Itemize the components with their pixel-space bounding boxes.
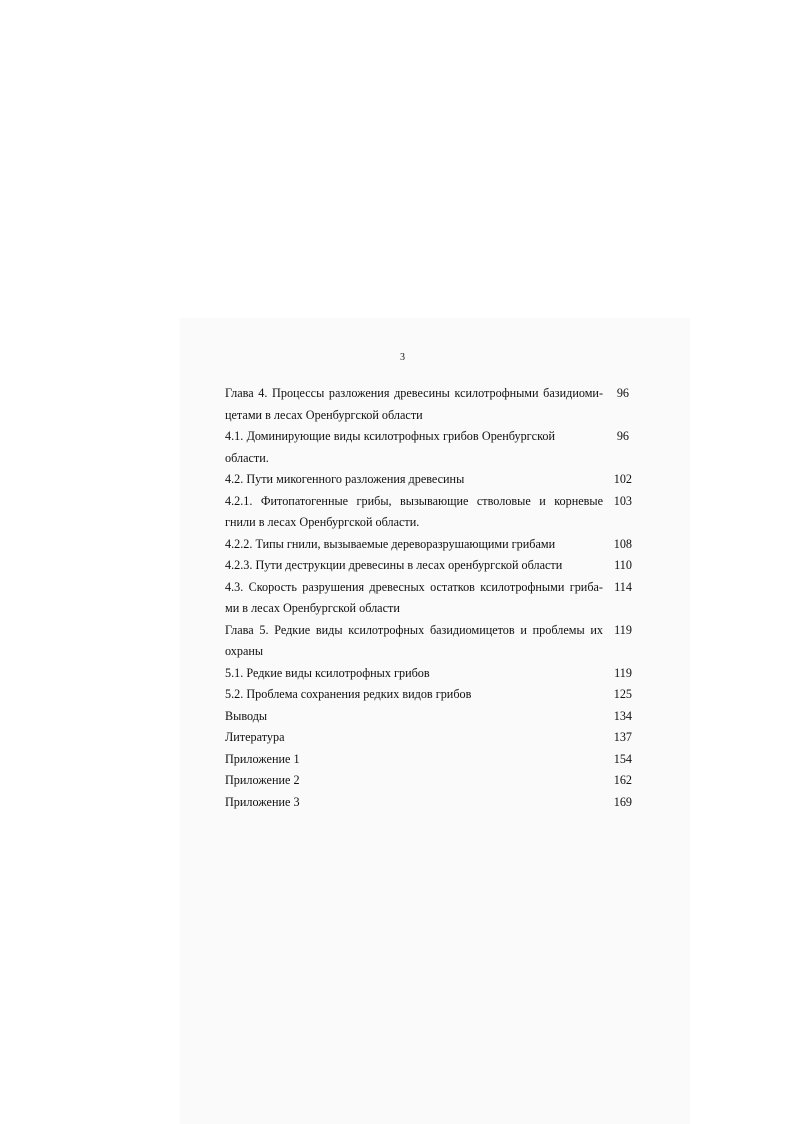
toc-entry-5-1 [225,663,635,685]
page-number: 3 [400,352,405,363]
toc-entry-page: 103 [613,493,632,508]
toc-entry-title: 4.2.1. Фитопатогенные грибы, вызывающие стволовые и корневые гнили в лесах Оренбургской области. [225,493,603,529]
table-of-contents [225,383,635,813]
toc-entry-4-2 [225,469,635,491]
toc-entry-page: 169 [613,794,632,809]
toc-entry-title: Глава 5. Редкие виды ксилотрофных базидиомицетов и проблемы их охраны [225,622,603,658]
toc-entry-4-1 [225,426,635,469]
toc-entry-page: 102 [613,472,632,486]
toc-entry-literature [225,727,635,749]
toc-entry-title: Приложение 3 [225,794,300,809]
toc-entry-appendix-3 [225,792,635,814]
toc-entry-title: Литература [225,730,285,744]
toc-entry-chapter-4 [225,383,635,426]
toc-entry-chapter-5 [225,620,635,663]
toc-entry-4-2-2 [225,534,635,556]
toc-entry-title: Выводы [225,708,268,723]
toc-entry-page: 137 [613,730,632,744]
toc-entry-page: 134 [613,708,632,723]
toc-entry-page: 108 [613,536,632,551]
toc-entry-title: 4.1. Доминирующие виды ксилотрофных грибов Оренбургской области. [225,429,555,465]
toc-entry-title: 4.3. Скорость разрушения древесных остатков ксилотрофными гриба-ми в лесах Оренбургской области [225,579,603,615]
toc-entry-page: 162 [613,773,632,787]
toc-entry-appendix-1 [225,749,635,771]
toc-entry-4-2-3 [225,555,635,577]
toc-entry-page: 110 [614,558,632,572]
toc-entry-title: Приложение 2 [225,773,300,787]
toc-entry-title: 4.2.2. Типы гнили, вызываемые дереворазрушающими грибами [225,536,556,551]
toc-entry-appendix-2 [225,770,635,792]
toc-entry-page: 125 [613,687,632,701]
toc-entry-4-2-1 [225,491,635,534]
toc-entry-title: 4.2.3. Пути деструкции древесины в лесах оренбургской области [225,558,563,572]
toc-entry-title: Приложение 1 [225,751,300,766]
toc-entry-4-3 [225,577,635,620]
toc-entry-page: 114 [614,579,632,594]
toc-entry-conclusions [225,706,635,728]
toc-entry-page: 154 [613,751,632,766]
toc-entry-5-2 [225,684,635,706]
toc-entry-page: 119 [614,665,632,680]
toc-entry-title: 5.1. Редкие виды ксилотрофных грибов [225,665,430,680]
toc-entry-title: Глава 4. Процессы разложения древесины ксилотрофными базидиоми-цетами в лесах Оренбургской области [225,386,603,422]
toc-entry-page: 96 [616,429,629,443]
toc-entry-title: 4.2. Пути микогенного разложения древесины [225,472,465,486]
toc-entry-page: 96 [616,386,629,400]
toc-entry-title: 5.2. Проблема сохранения редких видов грибов [225,687,472,701]
toc-entry-page: 119 [614,622,632,637]
